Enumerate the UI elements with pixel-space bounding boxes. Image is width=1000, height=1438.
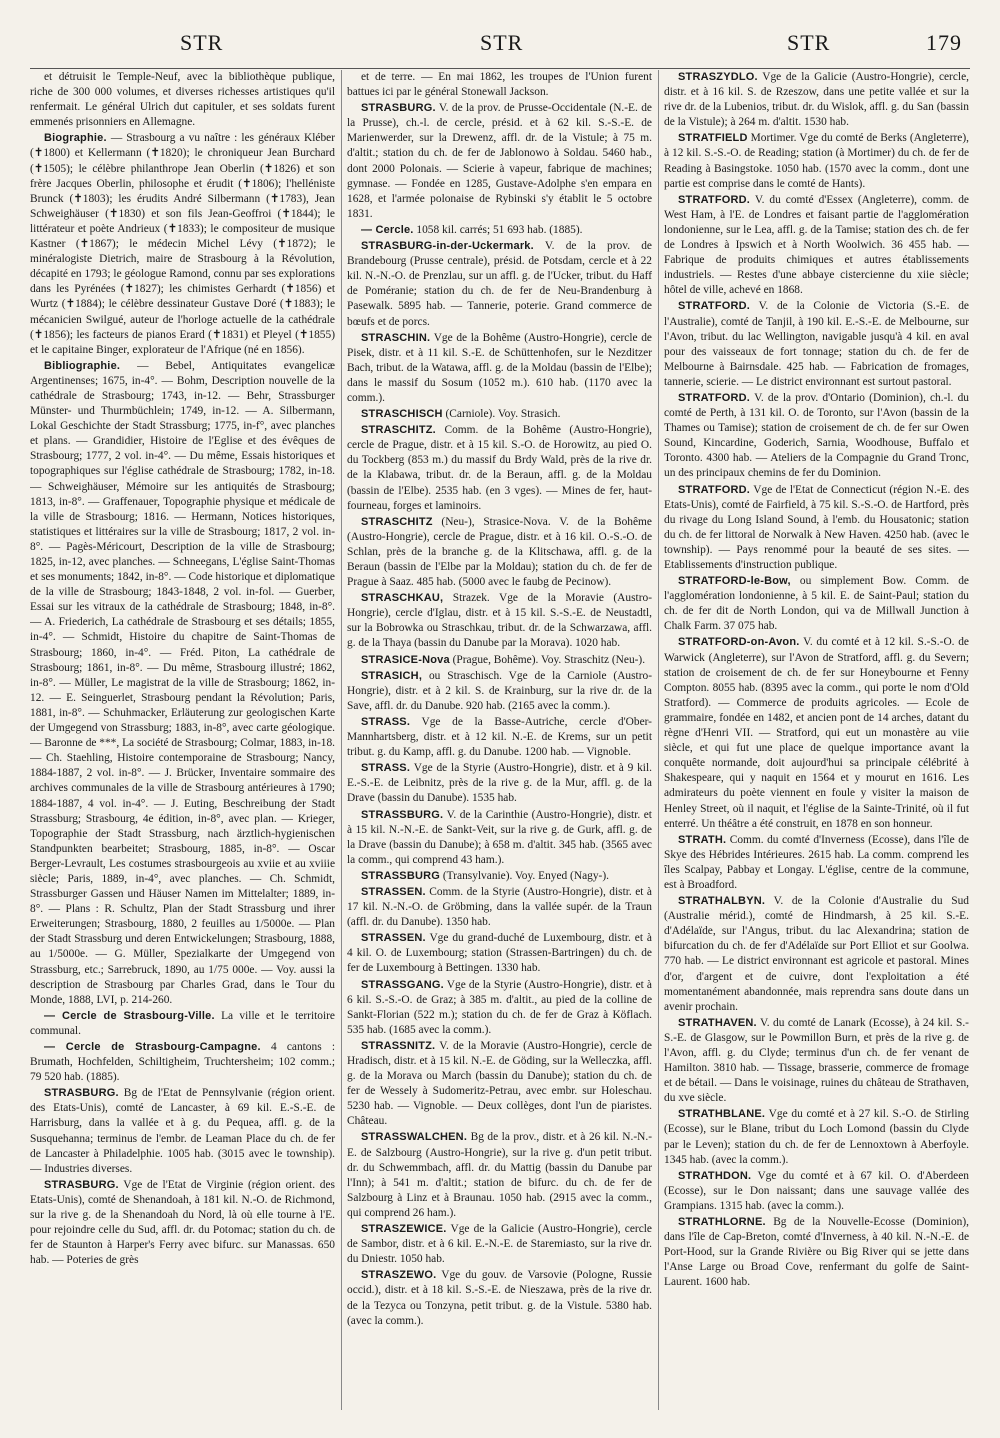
entry-text: Vge du grand-duché de Luxembourg, distr. et à 4 kil. O. de Luxembourg; station (Strassen-Bartringen) du ch. de fer de Luxembourg à Bettingen. 1330 hab. bbox=[347, 932, 652, 975]
entry-text: (Neu-), Strasice-Nova. V. de la Bohême (Austro-Hongrie), cercle de Prague, distr. et à 16 kil. O.-S.-O. de Schlan, près de la branche g. de la Klitschawa, affl. g. de la Beraun (bassin de l'Elbe par la Moldau); station du ch. de fer de Prague à Saaz. 485 hab. (5000 avec le faubg de Pecinow). bbox=[347, 515, 652, 589]
entry-headword: STRASBURG. bbox=[44, 1087, 119, 1100]
entry bbox=[664, 131, 969, 191]
entry bbox=[347, 1268, 652, 1328]
entry-headword: STRASS. bbox=[361, 715, 411, 728]
entry bbox=[664, 833, 969, 893]
entry-text: V. du comté d'Essex (Angleterre), comm. de West Ham, à l'E. de Londres et faisant partie de l'agglomération londonienne, sur le Lea, affl. g. de la Tamise; station des ch. de fer de Londres à Ipswich et à North Woolwich. 36 455 hab. — Fabrique de produits chimiques et autres établissements industriels. — Restes d'une abbaye cistercienne du xiie siècle; hôtel de ville, achevé en 1868. bbox=[664, 193, 969, 297]
entry-headword: Biographie. bbox=[44, 132, 107, 145]
entry-headword: STRASSNITZ. bbox=[361, 1039, 436, 1052]
entry bbox=[347, 978, 652, 1038]
header-right: STR bbox=[787, 30, 831, 55]
entry bbox=[30, 70, 335, 130]
entry-text: Vge de l'Etat de Virginie (région orient. des Etats-Unis), comté de Shenandoah, à 181 kil. N.-O. de Richmond, sur la rive g. de la Shenandoah du Nord, là où elle tourne à l'E. pour rejoindre celle du Sud, affl. dr. du Potomac; station du ch. de fer de Staunton à Harper's Ferry avec bifurc. sur Manassas. 650 hab. — Poteries de grès bbox=[30, 1178, 335, 1267]
entry-text: 4 cantons : Brumath, Hochfelden, Schiltigheim, Truchtersheim; 102 comm.; 79 520 hab. (1885). bbox=[30, 1041, 335, 1084]
entry-headword: STRATHALBYN. bbox=[678, 895, 766, 908]
entry bbox=[347, 653, 652, 668]
entry-headword: Bibliographie. bbox=[44, 359, 121, 372]
running-header bbox=[30, 30, 970, 66]
entry-text: Mortimer. Vge du comté de Berks (Angleterre), à 12 kil. S.-S.-O. de Reading; station (à Mortimer) du ch. de fer de Reading à Basingstoke. 1050 hab. (1570 avec la comm., dont une partie est comprise dans le comté de Hants). bbox=[664, 132, 969, 190]
entry-text: Vge du comté et à 27 kil. S.-O. de Stirling (Ecosse), sur le Blane, tribut du Loch Lomond (bassin du Clyde par le Leven); station du ch. de fer de Lennoxtown à Aberfoyle. 1345 hab. (avec la comm.). bbox=[664, 1108, 969, 1166]
entry-text: V. de la Colonie d'Australie du Sud (Australie mérid.), comté de Hindmarsh, à 25 kil. S.-E. d'Adélaïde, sur l'Angus, tribut. du lac Alexandrina; station de bifurcation du ch. de fer d'Adélaïde sur Port Elliot et sur Goolwa. 770 hab. — Le district environnant est agricole et pastoral. Mines d'or, d'argent et de cuivre, dont l'exploitation a été momentanément abandonnée, mais reprendra sans doute dans un avenir prochain. bbox=[664, 895, 969, 1013]
entry bbox=[347, 761, 652, 806]
entry bbox=[347, 869, 652, 884]
entry bbox=[347, 223, 652, 238]
entry bbox=[347, 591, 652, 651]
entry-text: Vge de la Bohême (Austro-Hongrie), cercle de Pisek, distr. et à 11 kil. S.-E. de Schüttenhofen, sur le Nezditzer Bach, tribut. de la Watawa, affl. g. de la Moldau (bassin de l'Elbe); dans le massif du Sosum (1052 m.). 610 hab. (1170 avec la comm.). bbox=[347, 331, 652, 404]
entry-headword: STRATHBLANE. bbox=[678, 1108, 766, 1121]
entry bbox=[347, 931, 652, 976]
column-separator bbox=[341, 70, 342, 1410]
entry bbox=[347, 885, 652, 930]
entry-text: ou Straschisch. Vge de la Carniole (Austro-Hongrie), distr. et à 2 kil. S. de Krainburg, sur la rive dr. de la Save, affl. dr. du Danube. 920 hab. (2165 avec la comm.). bbox=[347, 669, 652, 712]
entry-text: et de terre. — En mai 1862, les troupes de l'Union furent battues ici par le général Stonewall Jackson. bbox=[347, 71, 652, 99]
entry-headword: STRASCHIN. bbox=[361, 331, 431, 344]
entry-text: Vge du gouv. de Varsovie (Pologne, Russie occid.), distr. et à 18 kil. S.-S.-E. de Nieszawa, près de la rive dr. de la Tezyca ou Tonzyna, petit tribut. g. de la Vistule. 5380 hab. (avec la comm.). bbox=[347, 1269, 652, 1327]
entry-headword: STRASBURG. bbox=[361, 102, 436, 115]
entry bbox=[664, 1215, 969, 1290]
entry-text: (Prague, Bohême). Voy. Straschitz (Neu-). bbox=[452, 653, 646, 666]
entry-headword: STRATFORD-le-Bow, bbox=[678, 575, 791, 588]
entry bbox=[347, 715, 652, 760]
entry-headword: STRASSEN. bbox=[361, 885, 426, 898]
entry-headword: STRASSEN. bbox=[361, 932, 426, 945]
entry bbox=[664, 574, 969, 634]
entry-headword: STRASSGANG. bbox=[361, 978, 444, 991]
entry-text: Bg de la Nouvelle-Ecosse (Dominion), dans l'île de Cap-Breton, comté d'Inverness, à 40 kil. N.-N.-E. de Port-Hood, sur la Grande Rivière ou Big River qui se jette dans l'Anse Large ou Broad Cove, renfermant du golfe de Saint-Laurent. 1600 hab. bbox=[664, 1216, 969, 1289]
entry-text: V. de la prov. d'Ontario (Dominion), ch.-l. du comté de Perth, à 131 kil. O. de Toronto, sur l'Avon (bassin de la Thames ou Tamise); station de croisement de ch. de fer sur Owen Sound, Kincardine, Goderich, Sarnia, Woodhouse, Buffalo et Toronto. 4300 hab. — Ateliers de la Compagnie du Grand Tronc, un des principaux chemins de fer du Dominion. bbox=[664, 391, 969, 480]
entry bbox=[30, 359, 335, 1008]
entry bbox=[347, 1222, 652, 1267]
entry bbox=[347, 515, 652, 590]
entry-text: (Transylvanie). Voy. Enyed (Nagy-). bbox=[442, 869, 609, 882]
entry-text: et détruisit le Temple-Neuf, avec la bibliothèque publique, riche de 300 000 volumes, et diverses richesses artistiques qu'il renfermait. Le général Ulrich dut capituler, et ses soldats furent emmenés prisonniers en Allemagne. bbox=[30, 71, 335, 129]
entry bbox=[664, 1107, 969, 1167]
entry bbox=[664, 193, 969, 299]
entry-headword: STRASBURG. bbox=[44, 1178, 119, 1191]
entry-text: V. du comté et à 12 kil. S.-S.-O. de Warwick (Angleterre), sur l'Avon de Stratford, affl. g. du Severn; station de croisement de ch. de fer sur Honeybourne et Fenny Compton. 8055 hab. (8395 avec la comm., qui porte le nom d'Old Stratford). — Commerce de produits agricoles. — Ecole de grammaire, fondée en 1482, et ancien pont de 14 arches, datant du règne d'Henri VII. — Stratford, qui eut un monastère au viie siècle, et qui fut une place de quelque importance avant la conquête normande, doit aujourd'hui sa principale célébrité à Shakespeare, qui y naquit en 1564 et y mourut en 1616. Les admirateurs du poète viennent en foule y visiter la maison de Henley Street, où il naquit, et l'église de la Sainte-Trinité, où il fut enterré. Un théâtre a été construit, en 1878 en son honneur. bbox=[664, 636, 969, 830]
entry-headword: STRASSBURG. bbox=[361, 808, 444, 821]
entry-text: Vge de la Styrie (Austro-Hongrie), distr. et à 6 kil. S.-S.-O. de Graz; à 385 m. d'altit., au pied de la colline de Sankt-Florian (522 m.); station du ch. de fer de Graz à Köflach. 535 hab. (1685 avec la comm.). bbox=[347, 978, 652, 1036]
entry-text: Vge de la Styrie (Austro-Hongrie), distr. et à 9 kil. E.-S.-E. de Leibnitz, près de la rive g. de la Mur, affl. g. de la Drave (bassin du Danube). 1535 hab. bbox=[347, 762, 652, 805]
entry bbox=[347, 423, 652, 514]
entry-text: — Bebel, Antiquitates evangelicæ Argentinenses; 1675, in-4°. — Bohm, Description nouvelle de la cathédrale de Strasbourg; 1743, in-12. — Behr, Strassburger Münster- und Thurmbüchlein; 1749, in-12. — A. Silbermann, Lokal Geschichte der Stadt Strassburg; 1775, in-f°, avec planches et plans. — Grandidier, Histoire de l'Eglise et des évêques de Strasbourg; 1777, 2 vol. in-4°. — Du même, Essais historiques et topographiques sur l'église cathédrale de Strasbourg; 1782, in-18. — Schweighäuser, Mémoire sur les antiquités de Strasbourg; 1813, in-8°. — Graffenauer, Topographie physique et médicale de la ville de Strasbourg; 1816. — Hermann, Notices historiques, statistiques et littéraires sur la ville de Strasbourg; 1817, 2 vol. in-8°. — Pagès-Méricourt, Description de la ville de Strasbourg; 1825, in-12, avec planches. — Schneegans, L'église Saint-Thomas et ses monuments; 1842, in-8°. — Code historique et diplomatique de la ville de Strasbourg; 1843-1848, 2 vol. in-fol. — Guerber, Essai sur les vitraux de la cathédrale de Strasbourg; 1848, in-8°. — A. Friederich, La cathédrale de Strasbourg et ses détails; 1855, in-4°. — Schmidt, Histoire du chapitre de Saint-Thomas de Strasbourg; 1860, in-4°. — Fréd. Piton, La cathédrale de Strasbourg; 1861, in-8°. — Du même, Strasbourg illustré; 1862, in-8°. — Müller, Le magistrat de la ville de Strasbourg; 1862, in-12. — E. Seinguerlet, Strasbourg pendant la Révolution; Paris, 1881, in-8°. — Schuhmacker, Erläuterung zur geologischen Karte der Umgegend von Strassburg; 1883, in-8°, avec carte géologique. — Baronne de ***, La société de Strasbourg; Colmar, 1883, in-18. — Ch. Staehling, Histoire contemporaine de Strasbourg; Nancy, 1884-1887, 2 vol. in-8°. — J. Brücker, Inventaire sommaire des archives communales de la ville de Strasbourg antérieures à 1790; 1884-1887, 4 vol. in-4°. — J. Euting, Beschreibung der Stadt Strassburg; Strasbourg, 4e édition, in-8°, avec plan. — Krieger, Topographie der Stadt Strassburg, nach ärztlich-hygienischen Standpunkten bearbeitet; Strasbourg, 1885, in-8°. — Oscar Berger-Levrault, Les costumes strasbourgeois au xviie et au xviiie siècle; Paris, 1889, in-4°, avec planches. — Ch. Schmidt, Strassburger Gassen und Häuser Namen im Mittelalter; 1889, in-8°. — Plans : R. Schultz, Plan der Stadt Strassburg und ihrer Erweiterungen; Strasbourg, 1880, 2 feuilles au 1/5000e. — Plan der Stadt Strassburg und deren Entwickelungen; Strasbourg, 1888, au 1/5000e. — G. Müller, Spezialkarte der Umgegend von Strassburg, etc.; Sarrebruck, 1890, au 1/75 000e. — Voy. aussi la description de Strasbourg par Charles Grad, dans le Tour du Monde, 1888, LVI, p. 214-260. bbox=[30, 359, 335, 1006]
entry-headword: STRASSBURG bbox=[361, 869, 441, 882]
entry-headword: STRATH. bbox=[678, 833, 727, 846]
header-left: STR bbox=[180, 30, 224, 55]
entry-headword: STRASZYDLO. bbox=[678, 71, 758, 83]
entry bbox=[347, 101, 652, 222]
entry-text: — Strasbourg a vu naître : les généraux Kléber (✝1800) et Kellermann (✝1820); le chroniqueur Jean Burchard (✝1505); le célèbre philanthrope Jean Oberlin (✝1826) et son frère Jacques Oberlin, philosophe et érudit (✝1806); l'helléniste Brunck (✝1803); les érudits André Silbermann (✝1783), Jean Schweighäuser (✝1830) et son fils Jean-Geoffroi (✝1844); le littérateur et poète Andrieux (✝1833); le compositeur de musique Kastner (✝1867); le médecin Michel Lévy (✝1872); le minéralogiste Dietrich, maire de Strasbourg à la Révolution, décapité en 1793; le géologue Ramond, connu par ses explorations dans les Pyrénées (✝1827); les chimistes Gerhardt (✝1856) et Wurtz (✝1884); le célèbre dessinateur Gustave Doré (✝1883); le mécanicien Swilgué, auteur de l'horloge actuelle de la cathédrale (✝1856); les facteurs de pianos Erard (✝1831) et Pleyel (✝1855) et le capitaine Binger, explorateur de l'Afrique (né en 1856). bbox=[30, 132, 335, 356]
entry-headword: STRATFORD-on-Avon. bbox=[678, 636, 800, 649]
entry-text: Vge de la Basse-Autriche, cercle d'Ober-Mannhartsberg, distr. et à 12 kil. N.-E. de Krems, sur un petit tribut. g. du Kamp, affl. g. du Danube. 1200 hab. — Vignoble. bbox=[347, 715, 652, 759]
entry-text: Bg de l'Etat de Pennsylvanie (région orient. des Etats-Unis), comté de Lancaster, à 69 kil. E.-S.-E. de Harrisburg, dans la vallée et à g. du Pequea, affl. g. de la Susquehanna; terminus de l'embr. de Leaman Place du ch. de fer de Lancaster à Philadelphie. 1005 hab. (3015 avec le township). — Industries diverses. bbox=[30, 1087, 335, 1175]
entry-text: Vge de la Galicie (Austro-Hongrie), cercle de Sambor, distr. et à 6 kil. E.-N.-E. de Staremiasto, sur la rive dr. du Dniestr. 1050 hab. bbox=[347, 1223, 652, 1266]
entry-text: V. de la Colonie de Victoria (S.-E. de l'Australie), comté de Tanjil, à 190 kil. E.-S.-E. de Melbourne, sur l'Avon, tribut. du lac Wellington, navigable jusqu'à 4 kil. en aval pour des vaisseaux de fort tonnage; station du ch. de fer de Melbourne à Bairnsdale. 425 hab. — Fabrication de fromages, tannerie, scierie. — Le district environnant est surtout pastoral. bbox=[664, 300, 969, 388]
entry bbox=[347, 669, 652, 714]
entry bbox=[664, 391, 969, 482]
entry-headword: STRASCHITZ bbox=[361, 515, 433, 528]
entry bbox=[30, 131, 335, 357]
entry bbox=[664, 299, 969, 390]
entry-headword: — Cercle de Strasbourg-Ville. bbox=[44, 1009, 215, 1022]
entry-headword: STRATFORD. bbox=[678, 193, 751, 206]
page-number: 179 bbox=[926, 30, 962, 55]
entry-headword: STRASCHITZ. bbox=[361, 424, 436, 437]
column-3 bbox=[664, 70, 969, 1415]
entry-headword: STRASSWALCHEN. bbox=[361, 1131, 468, 1144]
entry-headword: STRASCHKAU, bbox=[361, 592, 444, 605]
entry-text: V. de la prov. de Prusse-Occidentale (N.-E. de la Prusse), ch.-l. de cercle, présid. et à 62 kil. S.-S.-E. de Marienwerder, sur la Drewenz, affl. dr. de la Vistule; à 75 m. d'altit.; station du ch. de fer de Jablonowo à Soldau. 5460 hab., dont 2000 Polonais. — Scierie à vapeur, fabrique de machines; gymnase. — Fondée en 1285, Gustave-Adolphe s'en empara en 1628, et l'armée polonaise de Rybinski s'y établit le 5 octobre 1831. bbox=[347, 102, 652, 220]
entry-headword: STRATHLORNE. bbox=[678, 1216, 766, 1229]
entry bbox=[664, 70, 969, 130]
entry-headword: STRASBURG-in-der-Uckermark. bbox=[361, 240, 534, 253]
entry-text: ou simplement Bow. Comm. de l'agglomération londonienne, à 5 kil. E. de Saint-Paul; station du ch. de fer dit de North London, qui va de Millwall Junction à Chalk Farm. 37 075 hab. bbox=[664, 575, 969, 633]
header-rule bbox=[30, 68, 970, 69]
entry bbox=[347, 331, 652, 406]
entry bbox=[30, 1009, 335, 1039]
entry-headword: — Cercle. bbox=[361, 223, 414, 236]
entry-text: (Carniole). Voy. Strasich. bbox=[445, 408, 561, 421]
entry bbox=[664, 1169, 969, 1214]
entry-text: La ville et le territoire communal. bbox=[30, 1009, 335, 1037]
entry-headword: STRATHDON. bbox=[678, 1169, 752, 1182]
entry-text: Vge de la Galicie (Austro-Hongrie), cercle, distr. et à 16 kil. S. de Rzeszow, dans une petite vallée et sur la rive dr. de la Lubenios, tribut. dr. du Wislok, affl. g. du San (bassin de la Vistule); à 264 m. d'altit. 1530 hab. bbox=[664, 71, 969, 129]
entry bbox=[30, 1178, 335, 1269]
entry-headword: — Cercle de Strasbourg-Campagne. bbox=[44, 1041, 261, 1053]
entry bbox=[664, 894, 969, 1015]
entry-text: Vge de l'Etat de Connecticut (région N.-E. des Etats-Unis), comté de Fairfield, à 75 kil. S.-S.-O. de Hartford, près du rivage du Long Island Sound, à l'emb. du Housatonic; station du ch. de fer littoral de Norwalk à New Haven. 4250 hab. (avec le township). — Pays renommé pour la beauté de ses sites. — Etablissements d'instruction publique. bbox=[664, 483, 969, 571]
entry bbox=[347, 1039, 652, 1130]
entry bbox=[664, 483, 969, 574]
entry-headword: STRATFORD. bbox=[678, 391, 751, 404]
entry bbox=[30, 1040, 335, 1085]
entry-headword: STRASICH, bbox=[361, 669, 423, 682]
entry-headword: STRASS. bbox=[361, 762, 411, 775]
column-1 bbox=[30, 70, 335, 1415]
entry-headword: STRATFORD. bbox=[678, 300, 751, 313]
entry-headword: STRASZEWICE. bbox=[361, 1223, 447, 1236]
entry-headword: STRASZEWO. bbox=[361, 1269, 437, 1282]
entry-text: Comm. du comté d'Inverness (Ecosse), dans l'île de Skye des Hébrides Intérieures. 2615 hab. La comm. comprend les îles Scalpay, Pabbay et Longay. L'église, centre de la commune, est à Broadford. bbox=[664, 833, 969, 891]
entry-headword: STRATFIELD bbox=[678, 132, 748, 145]
entry bbox=[30, 1086, 335, 1177]
entry bbox=[347, 70, 652, 100]
column-2 bbox=[347, 70, 652, 1415]
entry-headword: STRATHAVEN. bbox=[678, 1016, 757, 1029]
entry bbox=[347, 407, 652, 422]
entry-text: Vge du comté et à 67 kil. O. d'Aberdeen (Ecosse), sur le Don naissant; dans une sauvage vallée des Grampians. 1315 hab. (avec la comm.). bbox=[664, 1169, 969, 1212]
entry-text: V. de la Carinthie (Austro-Hongrie), distr. et à 15 kil. N.-N.-E. de Sankt-Veit, sur la rive g. de Gurk, affl. g. de la Drave (bassin du Danube); à 658 m. d'altit. 345 hab. (3565 avec la comm., qui comprend 43 ham.). bbox=[347, 808, 652, 866]
entry-text: Comm. de la Styrie (Austro-Hongrie), distr. et à 17 kil. N.-N.-O. de Gröbming, dans la vallée supér. de la Traun (affl. dr. du Danube). 1350 hab. bbox=[347, 885, 652, 929]
entry bbox=[347, 808, 652, 868]
header-center: STR bbox=[480, 30, 524, 55]
entry bbox=[664, 1016, 969, 1107]
entry-headword: STRATFORD. bbox=[678, 483, 751, 496]
entry-text: Comm. de la Bohême (Austro-Hongrie), cercle de Prague, distr. et à 15 kil. S.-O. de Horowitz, au pied O. du Tockberg (853 m.) du massif du Brdy Wald, près de la rive dr. de la Klabawa, tribut. dr. de la Beraun, affl. g. de la Moldau (bassin de l'Elbe). 2535 hab. (en 3 vges). — Mines de fer, haut-fourneau, forges et laminoirs. bbox=[347, 424, 652, 512]
entry-text: Bg de la prov., distr. et à 26 kil. N.-N.-E. de Salzbourg (Austro-Hongrie), sur la rive g. d'un petit tribut. dr. du Schwemmbach, affl. dr. du Mattig (bassin du Danube par l'Inn); à 541 m. d'altit.; station de bifurc. du ch. de fer de Salzbourg à Linz et à Braunau. 1050 hab. (2915 avec la comm., qui comprend 26 ham.). bbox=[347, 1131, 652, 1219]
entry-headword: STRASCHISCH bbox=[361, 408, 443, 421]
entry-text: 1058 kil. carrés; 51 693 hab. (1885). bbox=[416, 223, 583, 236]
entry bbox=[664, 635, 969, 831]
entry-text: V. de la prov. de Brandebourg (Prusse centrale), présid. de Potsdam, cercle et à 22 kil. N.-N.-O. de Prenzlau, sur un affl. g. de l'Ucker, tribut. du Haff de Poméranie; station du ch. de fer de Neu-Brandenburg à Pasewalk. 5895 hab. — Tannerie, poterie. Grand commerce de bœufs et de porcs. bbox=[347, 240, 652, 328]
entry-text: V. du comté de Lanark (Ecosse), à 24 kil. S.-S.-E. de Glasgow, sur le Powmillon Burn, et près de la rive g. de l'Avon, affl. g. du Clyde; terminus d'un ch. de fer venant de Hamilton. 3810 hab. — Tissage, brasserie, commerce de fromage et de bétail. — Dans le voisinage, ruines du château de Strathaven, du xve siècle. bbox=[664, 1016, 969, 1105]
entry bbox=[347, 1130, 652, 1221]
column-separator bbox=[658, 70, 659, 1410]
entry bbox=[347, 239, 652, 330]
entry-text: Strazek. Vge de la Moravie (Austro-Hongrie), cercle d'Iglau, distr. et à 15 kil. S.-S.-E. de Neustadtl, sur la Bobrowka ou Straschkau, tribut. dr. de la Schwarzawa, affl. g. de la Thaya (bassin du Danube par la Morava). 1020 hab. bbox=[347, 592, 652, 650]
entry-headword: STRASICE-Nova bbox=[361, 653, 450, 666]
entry-text: V. de la Moravie (Austro-Hongrie), cercle de Hradisch, distr. et à 15 kil. N.-E. de Göding, sur la Welleczka, affl. g. de la Morava ou March (bassin du Danube); station du ch. de fer de Wessely à Sudomeritz-Petrau, avec embr. sur Holeschau. 5230 hab. — Vignoble. — Deux collèges, dont l'un de piaristes. Château. bbox=[347, 1039, 652, 1128]
